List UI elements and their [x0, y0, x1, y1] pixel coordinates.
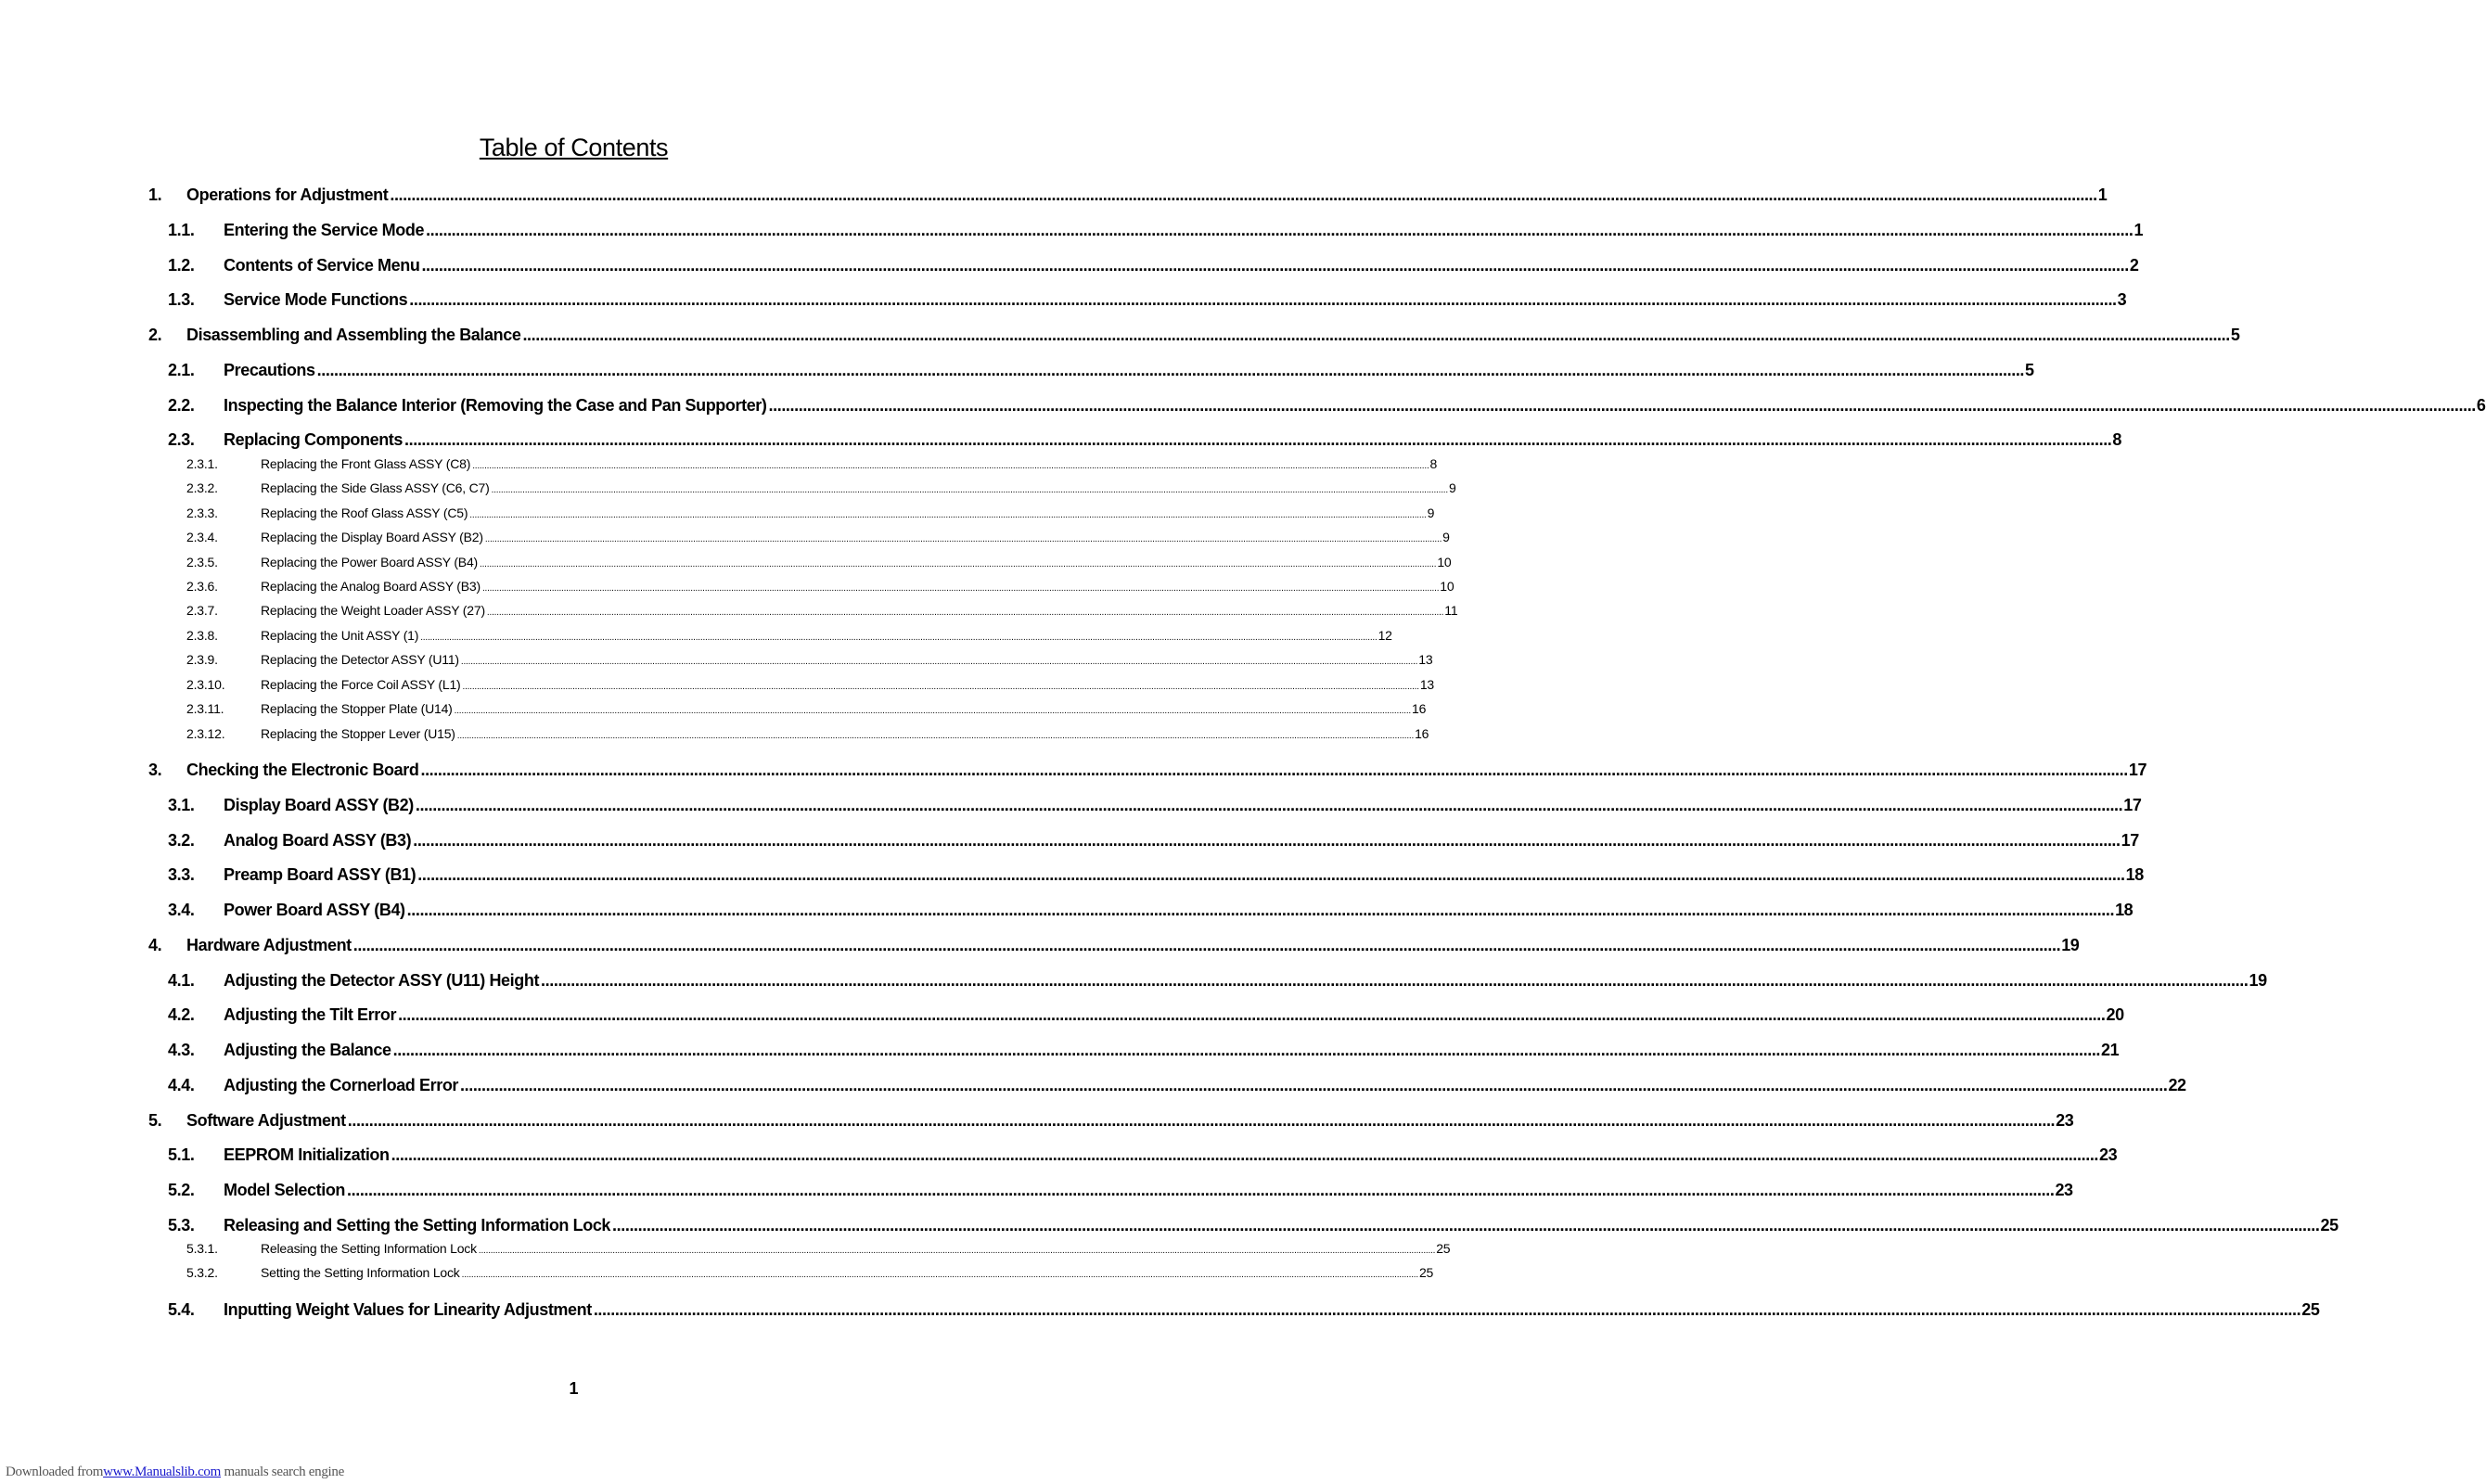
footer-prefix: Downloaded from: [6, 1465, 104, 1479]
toc-leader-dots: ................................................................................................................................................................................................................................................................................................................................................................................................................: [420, 761, 2128, 779]
download-footer: [6, 1465, 344, 1480]
toc-leader-dots: ................................................................................................................................................................................................................................................................................................................................................................................................................: [460, 657, 1418, 667]
toc-entry-number: 3.4.: [168, 901, 195, 919]
toc-entry-title: Entering the Service Mode: [224, 221, 425, 239]
toc-entry-number: 3.3.: [168, 865, 195, 884]
toc-entry-page: 10: [1440, 579, 1454, 594]
toc-entry-number: 4.3.: [168, 1041, 195, 1059]
toc-entry-number: 2.3.2.: [186, 480, 218, 495]
toc-entry-title: Releasing the Setting Information Lock: [261, 1241, 477, 1256]
toc-entry-level2[interactable]: [168, 361, 2034, 380]
toc-entry-title: Precautions: [224, 361, 315, 379]
toc-leader-dots: ................................................................................................................................................................................................................................................................................................................................................................................................................: [768, 396, 2476, 415]
toc-entry-number: 2.3.3.: [186, 505, 218, 520]
toc-entry-number: 2.3.7.: [186, 603, 218, 618]
toc-entry-title: Replacing the Weight Loader ASSY (27): [261, 603, 485, 618]
toc-leader-dots: ................................................................................................................................................................................................................................................................................................................................................................................................................: [469, 510, 1427, 520]
toc-leader-dots: ................................................................................................................................................................................................................................................................................................................................................................................................................: [420, 633, 1378, 643]
manualslib-link[interactable]: www.Manualslib.com: [103, 1465, 222, 1479]
toc-leader-dots: ................................................................................................................................................................................................................................................................................................................................................................................................................: [421, 256, 2129, 275]
toc-entry-title: Model Selection: [224, 1181, 346, 1199]
toc-entry-level3[interactable]: [186, 579, 1454, 594]
toc-entry-number: 3.: [148, 761, 162, 779]
toc-leader-dots: ................................................................................................................................................................................................................................................................................................................................................................................................................: [347, 1181, 2055, 1199]
toc-entry-number: 5.4.: [168, 1300, 195, 1319]
toc-entry-page: 3: [2117, 290, 2127, 309]
toc-entry-level1[interactable]: [148, 1111, 2074, 1131]
toc-entry-title: Operations for Adjustment: [186, 186, 389, 204]
toc-entry-title: Replacing the Stopper Plate (U14): [261, 701, 453, 716]
toc-entry-number: 2.3.8.: [186, 628, 218, 643]
toc-entry-title: Preamp Board ASSY (B1): [224, 865, 416, 884]
toc-entry-page: 22: [2168, 1076, 2186, 1094]
toc-leader-dots: ................................................................................................................................................................................................................................................................................................................................................................................................................: [462, 682, 1419, 692]
toc-entry-level3[interactable]: [186, 726, 1429, 741]
toc-entry-page: 8: [1429, 456, 1438, 471]
toc-entry-level3[interactable]: [186, 1241, 1451, 1256]
footer-suffix: manuals search engine: [224, 1465, 344, 1479]
toc-entry-level2[interactable]: [168, 396, 2486, 416]
toc-entry-page: 13: [1419, 677, 1435, 692]
toc-entry-page: 16: [1411, 701, 1427, 716]
toc-entry-number: 2.: [148, 326, 162, 344]
toc-entry-level3[interactable]: [186, 603, 1458, 618]
toc-entry-title: Hardware Adjustment: [186, 936, 352, 954]
toc-leader-dots: ................................................................................................................................................................................................................................................................................................................................................................................................................: [390, 186, 2097, 204]
toc-leader-dots: ................................................................................................................................................................................................................................................................................................................................................................................................................: [426, 221, 2134, 239]
toc-entry-title: Replacing Components: [224, 430, 404, 449]
toc-entry-level2[interactable]: [168, 1216, 2339, 1235]
toc-entry-level2[interactable]: [168, 796, 2142, 815]
toc-leader-dots: ................................................................................................................................................................................................................................................................................................................................................................................................................: [484, 534, 1442, 544]
toc-leader-dots: ................................................................................................................................................................................................................................................................................................................................................................................................................: [491, 485, 1448, 495]
toc-entry-number: 5.3.2.: [186, 1265, 218, 1280]
toc-entry-page: 1: [2134, 221, 2144, 239]
toc-entry-page: 11: [1444, 603, 1458, 618]
toc-entry-page: 23: [2055, 1181, 2073, 1199]
toc-entry-number: 2.3.10.: [186, 677, 225, 692]
toc-leader-dots: ................................................................................................................................................................................................................................................................................................................................................................................................................: [391, 1145, 2099, 1164]
toc-entry-number: 1.: [148, 186, 162, 204]
toc-leader-dots: ................................................................................................................................................................................................................................................................................................................................................................................................................: [404, 430, 2112, 449]
toc-entry-page: 13: [1418, 652, 1433, 667]
toc-entry-title: Replacing the Power Board ASSY (B4): [261, 555, 478, 569]
toc-entry-number: 1.2.: [168, 256, 195, 275]
toc-entry-title: Replacing the Analog Board ASSY (B3): [261, 579, 481, 594]
toc-entry-number: 2.2.: [168, 396, 195, 415]
toc-entry-level3[interactable]: [186, 652, 1433, 667]
toc-entry-level3[interactable]: [186, 628, 1392, 643]
toc-leader-dots: ................................................................................................................................................................................................................................................................................................................................................................................................................: [392, 1041, 2101, 1059]
toc-leader-dots: ................................................................................................................................................................................................................................................................................................................................................................................................................: [413, 831, 2121, 850]
toc-entry-page: 25: [1436, 1241, 1451, 1256]
toc-entry-level3[interactable]: [186, 456, 1438, 471]
toc-entry-number: 4.1.: [168, 971, 195, 990]
toc-entry-page: 2: [2129, 256, 2139, 275]
toc-entry-page: 16: [1415, 726, 1429, 741]
toc-entry-page: 21: [2101, 1041, 2120, 1059]
toc-entry-title: Inspecting the Balance Interior (Removing the Case and Pan Supporter): [224, 396, 767, 415]
toc-entry-level2[interactable]: [168, 865, 2144, 885]
toc-entry-number: 5.2.: [168, 1181, 195, 1199]
toc-leader-dots: ................................................................................................................................................................................................................................................................................................................................................................................................................: [456, 731, 1415, 741]
toc-entry-level2[interactable]: [168, 1300, 2320, 1320]
toc-entry-number: 5.1.: [168, 1145, 195, 1164]
toc-entry-number: 5.3.1.: [186, 1241, 218, 1256]
toc-entry-level2[interactable]: [168, 221, 2144, 240]
toc-entry-number: 5.: [148, 1111, 162, 1130]
toc-entry-title: Contents of Service Menu: [224, 256, 420, 275]
toc-entry-level3[interactable]: [186, 677, 1435, 692]
toc-entry-title: Software Adjustment: [186, 1111, 346, 1130]
toc-entry-page: 9: [1442, 530, 1450, 544]
toc-entry-page: 12: [1378, 628, 1392, 643]
toc-entry-page: 25: [2301, 1300, 2320, 1319]
page-title: Table of Contents: [479, 134, 669, 161]
toc-entry-title: Analog Board ASSY (B3): [224, 831, 412, 850]
toc-entry-page: 19: [2061, 936, 2080, 954]
toc-entry-level3[interactable]: [186, 480, 1456, 495]
toc-leader-dots: ................................................................................................................................................................................................................................................................................................................................................................................................................: [347, 1111, 2056, 1130]
toc-entry-page: 19: [2249, 971, 2267, 990]
toc-entry-page: 18: [2115, 901, 2134, 919]
toc-leader-dots: ................................................................................................................................................................................................................................................................................................................................................................................................................: [472, 461, 1429, 471]
toc-entry-level2[interactable]: [168, 831, 2139, 851]
toc-entry-page: 10: [1437, 555, 1452, 569]
toc-leader-dots: ................................................................................................................................................................................................................................................................................................................................................................................................................: [409, 290, 2117, 309]
toc-entry-level1[interactable]: [148, 326, 2240, 345]
toc-entry-number: 2.1.: [168, 361, 195, 379]
toc-entry-number: 2.3.4.: [186, 530, 218, 544]
toc-leader-dots: ................................................................................................................................................................................................................................................................................................................................................................................................................: [593, 1300, 2301, 1319]
toc-entry-page: 8: [2112, 430, 2122, 449]
toc-entry-level2[interactable]: [168, 1076, 2186, 1095]
toc-entry-level2[interactable]: [168, 290, 2127, 310]
toc-entry-number: 2.3.1.: [186, 456, 218, 471]
toc-leader-dots: ................................................................................................................................................................................................................................................................................................................................................................................................................: [316, 361, 2025, 379]
toc-leader-dots: ................................................................................................................................................................................................................................................................................................................................................................................................................: [460, 1076, 2168, 1094]
toc-entry-page: 9: [1427, 505, 1435, 520]
toc-entry-title: Adjusting the Tilt Error: [224, 1005, 397, 1024]
toc-entry-title: Releasing and Setting the Setting Information Lock: [224, 1216, 611, 1235]
toc-entry-page: 23: [2056, 1111, 2074, 1130]
toc-entry-level2[interactable]: [168, 256, 2139, 275]
toc-leader-dots: ................................................................................................................................................................................................................................................................................................................................................................................................................: [406, 901, 2115, 919]
toc-entry-level2[interactable]: [168, 1181, 2073, 1200]
toc-entry-level2[interactable]: [168, 430, 2122, 450]
toc-entry-title: Replacing the Roof Glass ASSY (C5): [261, 505, 468, 520]
toc-entry-title: Power Board ASSY (B4): [224, 901, 405, 919]
toc-entry-title: Inputting Weight Values for Linearity Adjustment: [224, 1300, 592, 1319]
toc-entry-number: 4.: [148, 936, 162, 954]
toc-entry-page: 20: [2106, 1005, 2124, 1024]
toc-entry-title: Replacing the Display Board ASSY (B2): [261, 530, 483, 544]
toc-entry-title: Replacing the Detector ASSY (U11): [261, 652, 459, 667]
toc-entry-title: Display Board ASSY (B2): [224, 796, 414, 814]
toc-entry-page: 1: [2097, 186, 2108, 204]
toc-entry-page: 25: [1418, 1265, 1434, 1280]
toc-entry-level3[interactable]: [186, 505, 1435, 520]
toc-leader-dots: ................................................................................................................................................................................................................................................................................................................................................................................................................: [415, 796, 2123, 814]
toc-leader-dots: ................................................................................................................................................................................................................................................................................................................................................................................................................: [454, 706, 1411, 716]
toc-entry-number: 2.3.: [168, 430, 195, 449]
toc-entry-level2[interactable]: [168, 1041, 2120, 1060]
toc-entry-title: Adjusting the Cornerload Error: [224, 1076, 459, 1094]
toc-entry-level2[interactable]: [168, 971, 2267, 991]
toc-entry-number: 2.3.5.: [186, 555, 218, 569]
toc-entry-number: 2.3.9.: [186, 652, 218, 667]
toc-entry-title: Replacing the Side Glass ASSY (C6, C7): [261, 480, 490, 495]
toc-entry-number: 3.1.: [168, 796, 195, 814]
toc-leader-dots: ................................................................................................................................................................................................................................................................................................................................................................................................................: [541, 971, 2249, 990]
toc-leader-dots: ................................................................................................................................................................................................................................................................................................................................................................................................................: [486, 608, 1444, 618]
toc-entry-number: 2.3.11.: [186, 701, 224, 716]
toc-entry-page: 9: [1448, 480, 1456, 495]
toc-entry-level2[interactable]: [168, 1005, 2124, 1025]
toc-entry-level2[interactable]: [168, 901, 2134, 920]
toc-entry-title: Replacing the Stopper Lever (U15): [261, 726, 455, 741]
toc-entry-number: 1.3.: [168, 290, 195, 309]
toc-entry-level1[interactable]: [148, 186, 2108, 205]
toc-entry-page: 17: [2121, 831, 2139, 850]
toc-entry-level3[interactable]: [186, 1265, 1434, 1280]
toc-leader-dots: ................................................................................................................................................................................................................................................................................................................................................................................................................: [612, 1216, 2320, 1235]
toc-leader-dots: ................................................................................................................................................................................................................................................................................................................................................................................................................: [398, 1005, 2106, 1024]
toc-entry-page: 6: [2476, 396, 2486, 415]
toc-entry-number: 4.4.: [168, 1076, 195, 1094]
page-number: 1: [569, 1379, 579, 1398]
toc-leader-dots: ................................................................................................................................................................................................................................................................................................................................................................................................................: [461, 1270, 1418, 1280]
toc-entry-number: 5.3.: [168, 1216, 195, 1235]
toc-entry-level1[interactable]: [148, 761, 2147, 780]
toc-entry-level1[interactable]: [148, 936, 2080, 955]
toc-entry-title: Disassembling and Assembling the Balance: [186, 326, 521, 344]
toc-entry-number: 2.3.6.: [186, 579, 218, 594]
toc-entry-title: EEPROM Initialization: [224, 1145, 390, 1164]
toc-leader-dots: ................................................................................................................................................................................................................................................................................................................................................................................................................: [478, 1246, 1436, 1256]
toc-leader-dots: ................................................................................................................................................................................................................................................................................................................................................................................................................: [481, 583, 1440, 594]
toc-entry-title: Replacing the Force Coil ASSY (L1): [261, 677, 461, 692]
toc-entry-number: 4.2.: [168, 1005, 195, 1024]
toc-entry-page: 5: [2025, 361, 2034, 379]
toc-entry-number: 2.3.12.: [186, 726, 225, 741]
toc-leader-dots: ................................................................................................................................................................................................................................................................................................................................................................................................................: [522, 326, 2230, 344]
toc-entry-title: Service Mode Functions: [224, 290, 408, 309]
toc-leader-dots: ................................................................................................................................................................................................................................................................................................................................................................................................................: [480, 559, 1437, 569]
toc-entry-title: Adjusting the Detector ASSY (U11) Height: [224, 971, 540, 990]
toc-entry-title: Setting the Setting Information Lock: [261, 1265, 460, 1280]
toc-entry-page: 25: [2320, 1216, 2339, 1235]
toc-entry-level3[interactable]: [186, 530, 1450, 544]
toc-entry-level3[interactable]: [186, 701, 1427, 716]
toc-entry-number: 1.1.: [168, 221, 195, 239]
toc-entry-title: Checking the Electronic Board: [186, 761, 419, 779]
toc-entry-page: 17: [2128, 761, 2147, 779]
toc-entry-level2[interactable]: [168, 1145, 2118, 1165]
toc-entry-page: 23: [2099, 1145, 2118, 1164]
toc-entry-title: Replacing the Front Glass ASSY (C8): [261, 456, 471, 471]
toc-entry-level3[interactable]: [186, 555, 1452, 569]
toc-leader-dots: ................................................................................................................................................................................................................................................................................................................................................................................................................: [417, 865, 2125, 884]
toc-leader-dots: ................................................................................................................................................................................................................................................................................................................................................................................................................: [352, 936, 2061, 954]
toc-entry-page: 18: [2125, 865, 2144, 884]
toc-entry-page: 5: [2230, 326, 2240, 344]
toc-entry-number: 3.2.: [168, 831, 195, 850]
toc-entry-page: 17: [2123, 796, 2142, 814]
toc-entry-title: Replacing the Unit ASSY (1): [261, 628, 419, 643]
toc-entry-title: Adjusting the Balance: [224, 1041, 391, 1059]
